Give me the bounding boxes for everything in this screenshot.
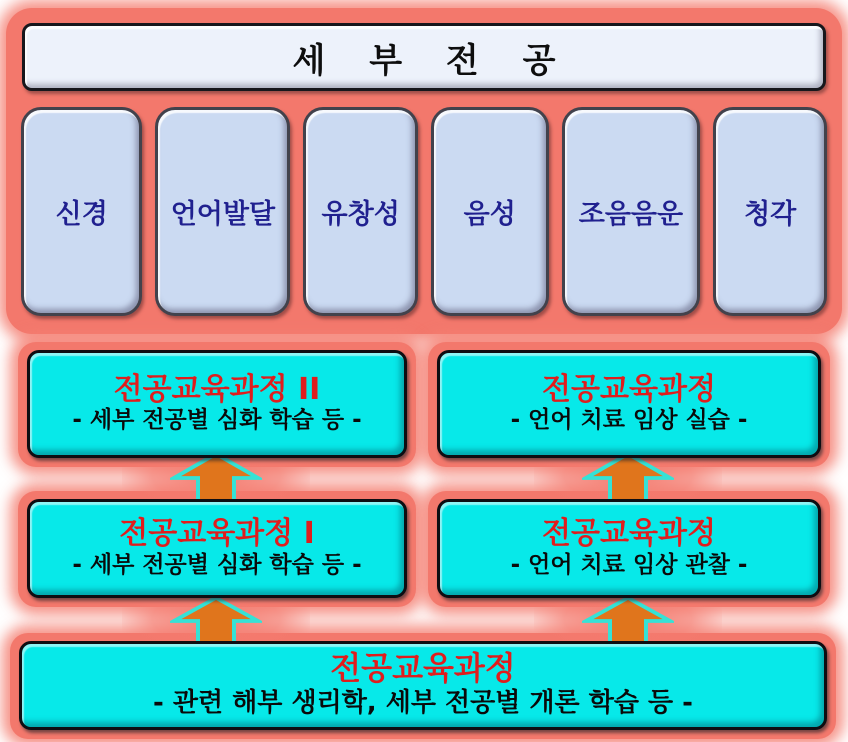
- course-subtitle: - 세부 전공별 심화 학습 등 -: [72, 551, 362, 578]
- course-subtitle: - 언어 치료 임상 관찰 -: [510, 551, 748, 578]
- up-arrow-icon: [170, 451, 262, 505]
- course-subtitle: - 언어 치료 임상 실습 -: [510, 407, 748, 434]
- tier3-left-box: [27, 350, 407, 458]
- course-subtitle: - 관련 해부 생리학, 세부 전공별 개론 학습 등 -: [153, 688, 693, 719]
- tier2-left-glow: [18, 491, 416, 607]
- major-label: 청각: [744, 199, 797, 230]
- tier2-right-glow: [428, 491, 830, 607]
- tier1-glow: [10, 633, 836, 739]
- major-box-2: [155, 107, 290, 316]
- major-box-6: [713, 107, 827, 316]
- tier1-box: [19, 641, 827, 730]
- panel-title: 세 부 전 공: [292, 40, 572, 81]
- course-title: 전공교육과정 I: [119, 516, 315, 552]
- course-title: 전공교육과정: [542, 516, 716, 552]
- tier3-left-glow: [18, 342, 416, 467]
- detail-majors-panel: [6, 8, 842, 334]
- tier2-right-box: [437, 499, 821, 598]
- major-box-3: [303, 107, 418, 316]
- major-label: 조음음운: [578, 199, 684, 230]
- tier3-right-glow: [428, 342, 830, 467]
- major-label: 유창성: [321, 199, 400, 230]
- major-box-4: [431, 107, 549, 316]
- major-label: 음성: [463, 199, 516, 230]
- majors-row: [21, 107, 827, 316]
- up-arrow-icon: [582, 451, 674, 505]
- course-title: 전공교육과정 II: [113, 371, 321, 407]
- tier2-left-box: [27, 499, 407, 598]
- up-arrow-icon: [170, 595, 262, 647]
- tier3-right-box: [437, 350, 821, 458]
- panel-header: [22, 23, 826, 91]
- course-title: 전공교육과정: [542, 371, 716, 407]
- course-subtitle: - 세부 전공별 심화 학습 등 -: [72, 407, 362, 434]
- up-arrow-icon: [582, 595, 674, 647]
- major-box-1: [21, 107, 142, 316]
- course-title: 전공교육과정: [330, 649, 516, 688]
- major-label: 언어발달: [170, 199, 276, 230]
- major-label: 신경: [55, 199, 108, 230]
- major-box-5: [562, 107, 701, 316]
